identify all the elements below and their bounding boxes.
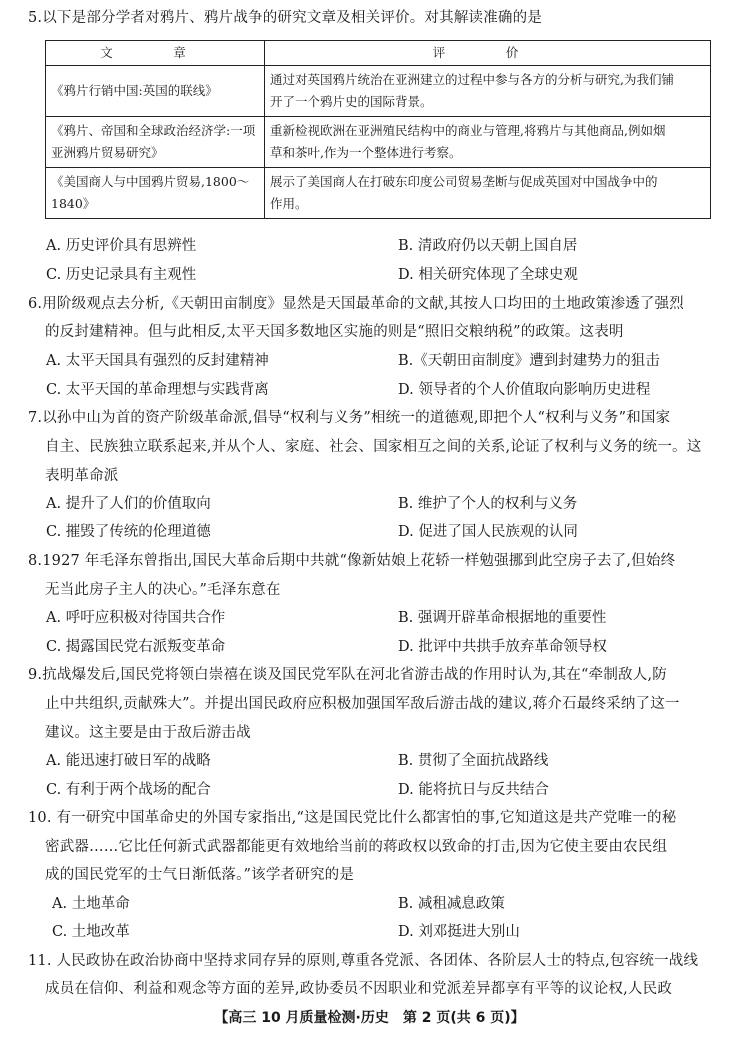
article-cell: 《鸦片行销中国:英国的联线》 (46, 66, 265, 117)
question-7-line: 表明革命派 (45, 468, 119, 484)
question-9-line: 9.抗战爆发后,国民党将领白崇禧在谈及国民党军队在河北省游击战的作用时认为,其在“牵制敌人,防 (28, 667, 667, 683)
option-c: C. 太平天国的革命理想与实践背离 (46, 382, 269, 398)
option-b: B. 贯彻了全面抗战路线 (398, 753, 549, 769)
option-b: B. 清政府仍以天朝上国自居 (398, 238, 578, 254)
table-row (46, 168, 711, 219)
option-d: D. 促进了国人民族观的认同 (398, 524, 578, 540)
option-c: C. 揭露国民党右派叛变革命 (46, 639, 226, 655)
option-d: D. 批评中共拱手放弃革命领导权 (398, 639, 607, 655)
option-b: B. 强调开辟革命根据地的重要性 (398, 610, 607, 626)
question-10-line: 10. 有一研究中国革命史的外国专家指出,“这是国民党比什么都害怕的事,它知道这是共产党唯一的秘 (28, 810, 677, 826)
option-a: A. 呼吁应积极对待国共合作 (46, 610, 226, 626)
table-row (46, 66, 711, 117)
option-d: D. 相关研究体现了全球史观 (398, 267, 578, 283)
question-5-stem: 5.以下是部分学者对鸦片、鸦片战争的研究文章及相关评价。对其解读准确的是 (28, 10, 543, 26)
question-9-line: 建议。这主要是由于敌后游击战 (45, 725, 251, 741)
question-11-line: 成员在信仰、利益和观念等方面的差异,政协委员不因职业和党派差异都享有平等的议论权,人民政 (45, 981, 673, 997)
question-9-line: 止中共组织,贡献殊大”。并提出国民政府应积极加强国军敌后游击战的建议,蒋介石最终采纳了这一 (45, 696, 680, 712)
option-a: A. 历史评价具有思辨性 (46, 238, 197, 254)
option-d: D. 刘邓挺进大别山 (398, 924, 520, 940)
question-6-line: 6.用阶级观点去分析,《天朝田亩制度》显然是天国最革命的文献,其按人口均田的土地政策渗透了强烈 (28, 296, 684, 312)
option-d: D. 领导者的个人价值取向影响历史进程 (398, 382, 651, 398)
page-footer: 【高三 10 月质量检测·历史 第 2 页(共 6 页)】 (214, 1010, 525, 1026)
question-10-line: 成的国民党军的士气日渐低落。”该学者研究的是 (45, 867, 355, 883)
question-11-line: 11. 人民政协在政治协商中坚持求同存异的原则,尊重各党派、各团体、各阶层人士的特点,包容统一战线 (28, 953, 699, 969)
option-c: C. 历史记录具有主观性 (46, 267, 197, 283)
option-a: A. 提升了人们的价值取向 (46, 496, 211, 512)
option-c: C. 摧毁了传统的伦理道德 (46, 524, 211, 540)
article-cell: 《美国商人与中国鸦片贸易,1800～ 1840》 (46, 168, 265, 219)
table-row (46, 117, 711, 168)
header-article: 文 章 (46, 41, 265, 66)
question-6-line: 的反封建精神。但与此相反,太平天国多数地区实施的则是“照旧交粮纳税”的政策。这表明 (45, 324, 624, 340)
question-8-line: 无当此房子主人的决心。”毛泽东意在 (45, 582, 281, 598)
question-10-line: 密武器……它比任何新式武器都能更有效地给当前的蒋政权以致命的打击,因为它使主要由农民组 (45, 839, 668, 855)
question-7-line: 7.以孙中山为首的资产阶级革命派,倡导“权利与义务”相统一的道德观,即把个人“权利与义务”和国家 (28, 410, 671, 426)
comment-cell: 展示了美国商人在打破东印度公司贸易垄断与促成英国对中国战争中的 作用。 (265, 168, 711, 219)
option-c: C. 有利于两个战场的配合 (46, 782, 211, 798)
option-d: D. 能将抗日与反共结合 (398, 782, 549, 798)
article-cell: 《鸦片、帝国和全球政治经济学:一项 亚洲鸦片贸易研究》 (46, 117, 265, 168)
option-b: B.《天朝田亩制度》遭到封建势力的狙击 (398, 353, 660, 369)
table-header-row (46, 41, 711, 66)
question-7-line: 自主、民族独立联系起来,并从个人、家庭、社会、国家相互之间的关系,论证了权利与义务的统一。这 (45, 439, 702, 455)
question-8-line: 8.1927 年毛泽东曾指出,国民大革命后期中共就“像新姑娘上花轿一样勉强挪到此空房子去了,但始终 (28, 553, 676, 569)
option-b: B. 减租减息政策 (398, 896, 505, 912)
comment-cell: 重新检视欧洲在亚洲殖民结构中的商业与管理,将鸦片与其他商品,例如烟 草和茶叶,作为一个整体进行考察。 (265, 117, 711, 168)
comment-cell: 通过对英国鸦片统治在亚洲建立的过程中参与各方的分析与研究,为我们铺 开了一个鸦片史的国际背景。 (265, 66, 711, 117)
option-a: A. 太平天国具有强烈的反封建精神 (46, 353, 269, 369)
header-comment: 评 价 (265, 41, 711, 66)
research-table (45, 40, 711, 219)
option-a: A. 土地革命 (52, 896, 130, 912)
option-b: B. 维护了个人的权利与义务 (398, 496, 578, 512)
option-a: A. 能迅速打破日军的战略 (46, 753, 211, 769)
option-c: C. 土地改革 (52, 924, 130, 940)
